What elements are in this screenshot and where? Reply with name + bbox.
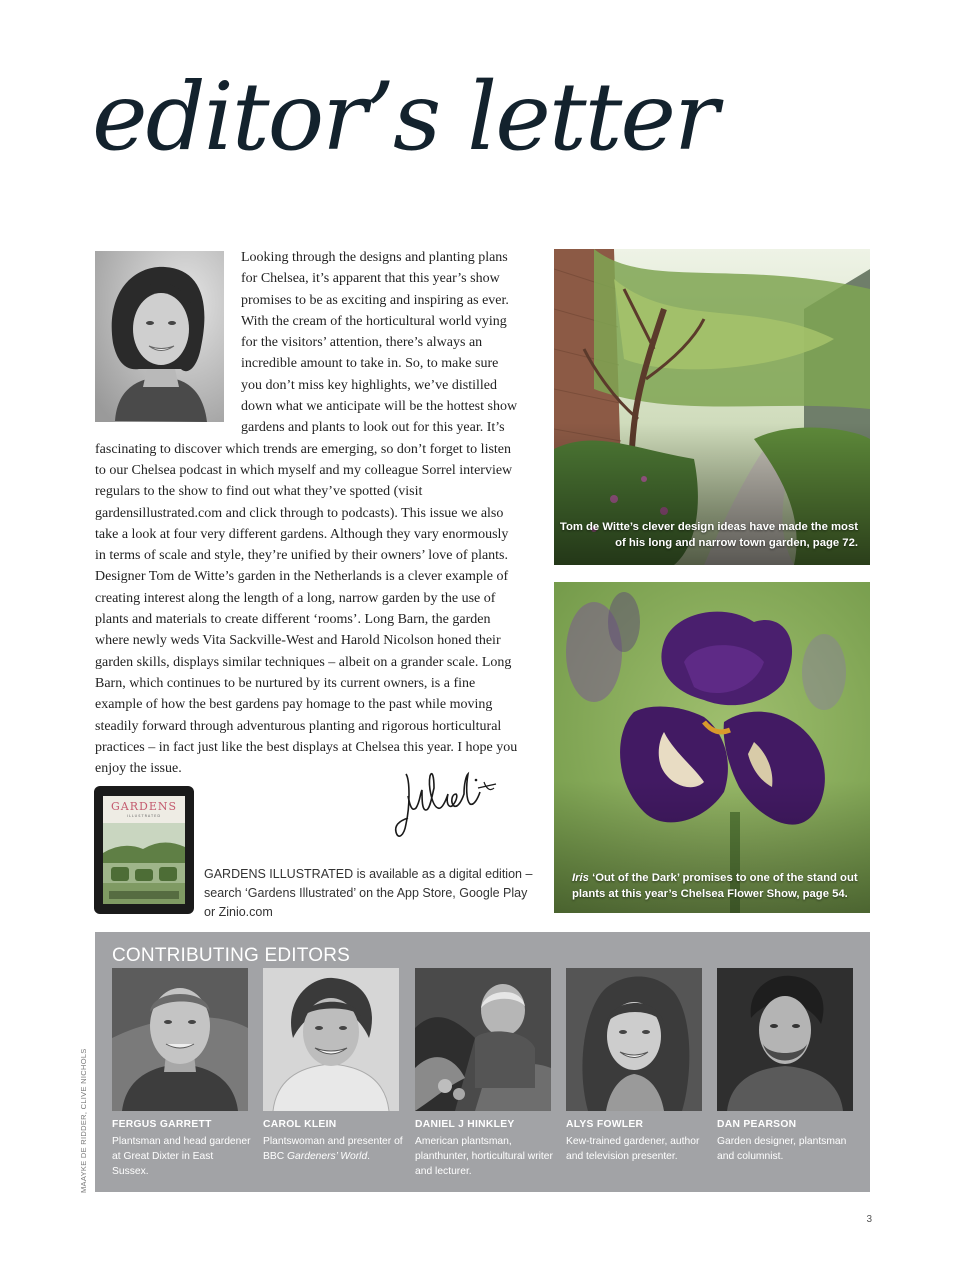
editor-photo [112, 968, 248, 1111]
editor-name: ALYS FOWLER [566, 1119, 644, 1130]
page-number: 3 [866, 1214, 872, 1225]
portrait-text-wrap [95, 247, 241, 437]
editor-photo [415, 968, 551, 1111]
editor-description: American plantsman, planthunter, horticultural writer and lecturer. [415, 1136, 553, 1177]
iris-caption-text: ‘Out of the Dark’ promises to one of the stand out plants at this year’s Chelsea Flower Show, page 54. [572, 872, 858, 900]
cover-title: GARDENS [110, 800, 178, 813]
magazine-cover [103, 796, 185, 904]
editor-photo [717, 968, 853, 1111]
editor-name: DANIEL J HINKLEY [415, 1119, 515, 1130]
garden-photo [554, 249, 870, 565]
tablet-digital-edition [94, 786, 194, 914]
editor-photo [566, 968, 702, 1111]
garden-caption: Tom de Witte’s clever design ideas have made the most of his long and narrow town garden, page 72. [559, 521, 858, 549]
iris-caption [572, 871, 862, 902]
editor-name: DAN PEARSON [717, 1119, 797, 1130]
digital-edition-note [204, 865, 534, 922]
iris-photo [554, 582, 870, 913]
letter-body [95, 247, 521, 779]
editor-description: Plantsman and head gardener at Great Dixter in East Sussex. [112, 1136, 251, 1177]
contributing-editors-panel [95, 932, 870, 1192]
editor-desc-part: Plantswoman and presenter of BBC [263, 1136, 403, 1162]
editor-description: Garden designer, plantsman and columnist. [717, 1136, 847, 1162]
cover-garden-image [103, 823, 185, 904]
editor-description: Kew-trained gardener, author and television presenter. [566, 1136, 700, 1162]
editor-description [263, 1134, 403, 1164]
editor-desc-italic: Gardeners’ World [287, 1151, 368, 1162]
digital-text: is available as a digital edition – search ‘Gardens Illustrated’ on the App Store, Google Play or Zinio.com [204, 867, 533, 919]
digital-brand: GARDENS ILLUSTRATED [204, 867, 354, 881]
iris-caption-italic: Iris [572, 872, 589, 884]
photo-credit: MAAYKE DE RIDDER, CLIVE NICHOLS [79, 1048, 88, 1193]
contributing-editors-heading: CONTRIBUTING EDITORS [112, 945, 350, 966]
letter-body-text: Looking through the designs and planting plans for Chelsea, it’s apparent that this year’s show promises to be as exciting and inspiring as ever. With the cream of the horticultural world vying for the visitors’ attention, there’s always an incredible amount to take in. So, to make sure you don’t miss key highlights, we’ve distilled down what we anticipate will be the hottest show gardens and plants to look out for this year. It’s fascinating to discover which trends are emerging, so don’t forget to listen to our Chelsea podcast in which myself and my colleague Sorrel interview regulars to the show to find out what they’ve spotted (visit gardensillustrated.com and click through to podcasts). This issue we also take a look at four very different gardens. Although they vary enormously in terms of scale and style, they’re unified by their owners’ love of plants. Designer Tom de Witte’s garden in the Netherlands is a clever example of creating interest along the length of a long, narrow garden by the use of plants and materials to create different ‘rooms’. Long Barn, the garden where newly weds Vita Sackville-West and Harold Nicolson honed their garden skills, displays similar techniques – albeit on a grander scale. Long Barn, which continues to be nurtured by its current owners, is a fine example of how the best gardens pay homage to the past while moving steadily forward through adventurous planting and rigorous horticultural practices – in fact just like the best displays at Chelsea this year. I hope you enjoy the issue. [95, 250, 518, 777]
editor-photo [263, 968, 399, 1111]
cover-subtitle: ILLUSTRATED [126, 814, 162, 818]
editor-name: CAROL KLEIN [263, 1119, 337, 1130]
editor-desc-part: . [367, 1151, 371, 1162]
editor-name: FERGUS GARRETT [112, 1119, 212, 1130]
editor-signature [392, 766, 504, 842]
page-title: editor’s letter [92, 63, 717, 172]
